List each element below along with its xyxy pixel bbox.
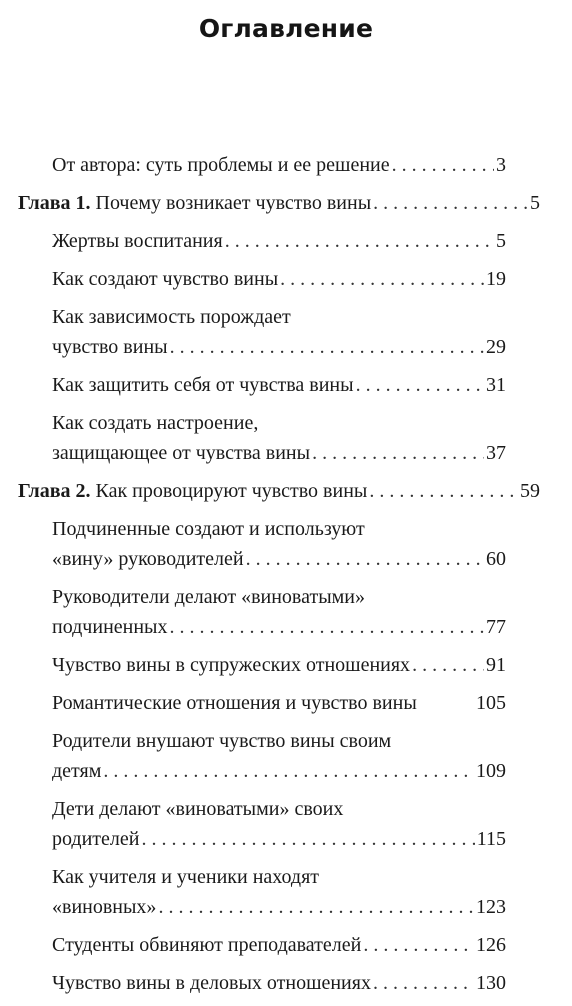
toc-section-entry[interactable]: [0, 582, 572, 642]
page-number: 5: [496, 230, 506, 252]
toc-entry-row: [52, 544, 506, 574]
toc-section-entry[interactable]: [0, 226, 572, 256]
toc-entry-row: [52, 824, 506, 854]
toc-section-entry[interactable]: [0, 264, 572, 294]
toc-entry-row: [52, 332, 506, 362]
toc-entry-row: [52, 892, 506, 922]
toc-section-entry[interactable]: [0, 930, 572, 960]
page-number: 130: [476, 972, 506, 994]
toc-entry-row: [52, 370, 506, 400]
page-number: 59: [520, 480, 540, 502]
chapter-label: Глава 2.: [18, 480, 91, 502]
dot-leader: [312, 438, 484, 468]
page-number: 37: [486, 442, 506, 464]
dot-leader: [158, 892, 474, 922]
toc-entry-row: [52, 756, 506, 786]
toc-entry-title: Как создают чувство вины: [52, 268, 279, 290]
dot-leader: [225, 226, 494, 256]
toc-entry-title: «виновных»: [52, 896, 157, 918]
page-number: 109: [476, 760, 506, 782]
dot-leader: [246, 544, 484, 574]
toc-entry-row: [52, 264, 506, 294]
toc-entry-title: Глава 2. Как провоцируют чувство вины: [18, 480, 368, 502]
page-number: 126: [476, 934, 506, 956]
toc-section-entry[interactable]: [0, 408, 572, 468]
dot-leader: [373, 188, 528, 218]
toc-entry-title: подчиненных: [52, 616, 168, 638]
toc-entry-title: Студенты обвиняют преподавателей: [52, 934, 362, 956]
dot-leader: [412, 650, 484, 680]
toc-entry-title-line: Родители внушают чувство вины своим: [52, 730, 392, 752]
toc-entry-row: [52, 438, 506, 468]
toc-entry-title-line: Подчиненные создают и используют: [52, 518, 365, 540]
toc-entry-row: [18, 476, 540, 506]
toc-entry-row: [52, 150, 506, 180]
toc-entry-title-line: Как зависимость порождает: [52, 306, 291, 328]
page-number: 91: [486, 654, 506, 676]
toc-entry-title: защищающее от чувства вины: [52, 442, 311, 464]
toc-entry-row: [52, 930, 506, 960]
toc-entry-title: детям: [52, 760, 102, 782]
page-number: 3: [496, 154, 506, 176]
dot-leader: [369, 476, 518, 506]
toc-section-entry[interactable]: [0, 302, 572, 362]
toc-entry-title-line: Как создать настроение,: [52, 412, 259, 434]
toc-entry-title: Чувство вины в деловых отношениях: [52, 972, 371, 994]
toc-entry-title: Чувство вины в супружеских отношениях: [52, 654, 411, 676]
dot-leader: [280, 264, 484, 294]
toc-section-entry[interactable]: [0, 688, 572, 718]
toc-section-entry[interactable]: [0, 370, 572, 400]
toc-entry-title-line: Дети делают «виноватыми» своих: [52, 798, 344, 820]
toc-section-entry[interactable]: [0, 514, 572, 574]
table-of-contents: [0, 150, 572, 1006]
toc-entry-row: [52, 612, 506, 642]
page-number: 19: [486, 268, 506, 290]
page-number: 77: [486, 616, 506, 638]
toc-entry-title: Жертвы воспитания: [52, 230, 223, 252]
toc-entry-row: [52, 650, 506, 680]
toc-section-entry[interactable]: [0, 794, 572, 854]
dot-leader: [141, 824, 474, 854]
dot-leader: [373, 968, 474, 998]
toc-chapter-entry[interactable]: [0, 476, 572, 506]
toc-entry-title: От автора: суть проблемы и ее решение: [52, 154, 390, 176]
toc-entry-title: Глава 1. Почему возникает чувство вины: [18, 192, 372, 214]
toc-entry-title: Романтические отношения и чувство вины: [52, 692, 417, 714]
page-number: 123: [476, 896, 506, 918]
page-number: 29: [486, 336, 506, 358]
toc-entry-title: чувство вины: [52, 336, 168, 358]
toc-entry-title-line: Руководители делают «виноватыми»: [52, 586, 365, 608]
dot-leader: [170, 612, 485, 642]
toc-section-entry[interactable]: [0, 726, 572, 786]
toc-section-entry[interactable]: [0, 150, 572, 180]
toc-entry-row: [52, 968, 506, 998]
dot-leader: [356, 370, 484, 400]
page-number: 105: [476, 692, 506, 714]
toc-entry-title-line: Как учителя и ученики находят: [52, 866, 320, 888]
toc-entry-title: Как защитить себя от чувства вины: [52, 374, 354, 396]
chapter-label: Глава 1.: [18, 192, 91, 214]
dot-leader: [392, 150, 494, 180]
toc-section-entry[interactable]: [0, 650, 572, 680]
page-number: 5: [530, 192, 540, 214]
toc-entry-title: «вину» руководителей: [52, 548, 244, 570]
toc-entry-row: [18, 188, 540, 218]
dot-leader: [103, 756, 474, 786]
toc-entry-row: [52, 688, 506, 718]
page-number: 60: [486, 548, 506, 570]
toc-section-entry[interactable]: [0, 968, 572, 998]
toc-entry-title: родителей: [52, 828, 140, 850]
toc-section-entry[interactable]: [0, 862, 572, 922]
dot-leader: [170, 332, 484, 362]
page-number: 31: [486, 374, 506, 396]
page-number: 115: [476, 828, 506, 850]
toc-chapter-entry[interactable]: [0, 188, 572, 218]
page-title: Оглавление: [198, 14, 374, 43]
toc-entry-row: [52, 226, 506, 256]
dot-leader: [363, 930, 474, 960]
